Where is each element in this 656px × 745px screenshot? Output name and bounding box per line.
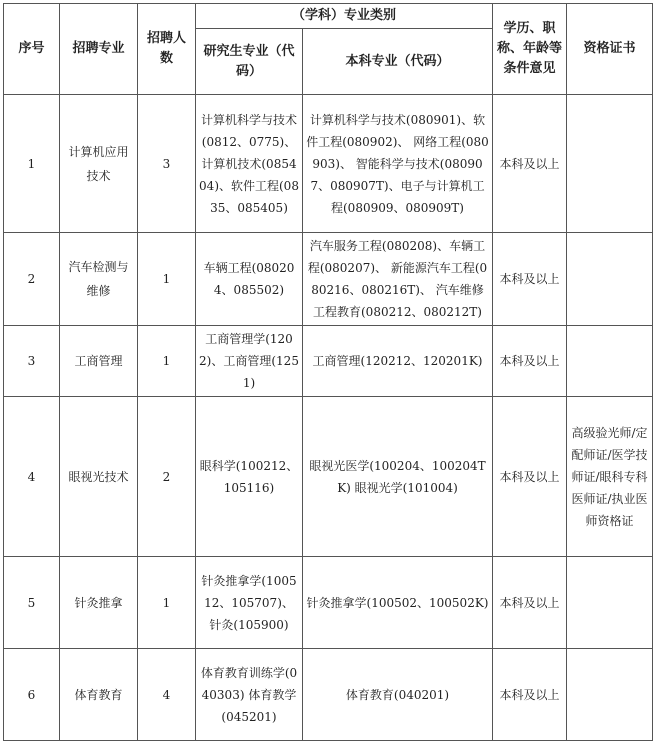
header-requirements: 学历、职称、年龄等条件意见	[493, 4, 567, 95]
row-requirements: 本科及以上	[493, 95, 567, 233]
row-grad-major: 针灸推拿学(100512、105707)、针灸(105900)	[196, 557, 303, 649]
row-certificate	[567, 233, 653, 326]
row-certificate	[567, 95, 653, 233]
row-seq: 5	[4, 557, 60, 649]
row-seq: 3	[4, 326, 60, 397]
row-count: 4	[138, 649, 196, 741]
row-major: 针灸推拿	[60, 557, 138, 649]
row-undergrad-major: 计算机科学与技术(080901)、软件工程(080902)、 网络工程(080903)、 智能科学与技术(080907、080907T)、电子与计算机工程(080909、080909T)	[303, 95, 493, 233]
row-undergrad-major: 针灸推拿学(100502、100502K)	[303, 557, 493, 649]
row-count: 1	[138, 557, 196, 649]
row-certificate	[567, 557, 653, 649]
header-grad-major: 研究生专业（代码）	[196, 29, 303, 95]
header-seq: 序号	[4, 4, 60, 95]
row-certificate: 高级验光师/定配师证/医学技师证/眼科专科医师证/执业医师资格证	[567, 397, 653, 557]
table-row	[4, 397, 653, 557]
row-grad-major: 体育教育训练学(040303) 体育教学(045201)	[196, 649, 303, 741]
row-requirements: 本科及以上	[493, 557, 567, 649]
row-grad-major: 工商管理学(1202)、工商管理(1251)	[196, 326, 303, 397]
row-seq: 4	[4, 397, 60, 557]
table-row	[4, 95, 653, 233]
row-requirements: 本科及以上	[493, 397, 567, 557]
row-undergrad-major: 工商管理(120212、120201K)	[303, 326, 493, 397]
row-count: 1	[138, 233, 196, 326]
row-undergrad-major: 汽车服务工程(080208)、车辆工程(080207)、 新能源汽车工程(080216、080216T)、 汽车维修工程教育(080212、080212T)	[303, 233, 493, 326]
row-major: 眼视光技术	[60, 397, 138, 557]
row-major: 体育教育	[60, 649, 138, 741]
row-count: 3	[138, 95, 196, 233]
row-requirements: 本科及以上	[493, 326, 567, 397]
table-row	[4, 649, 653, 741]
table-row	[4, 326, 653, 397]
row-undergrad-major: 眼视光医学(100204、100204TK) 眼视光学(101004)	[303, 397, 493, 557]
row-seq: 1	[4, 95, 60, 233]
header-certificate: 资格证书	[567, 4, 653, 95]
row-certificate	[567, 649, 653, 741]
row-seq: 6	[4, 649, 60, 741]
row-seq: 2	[4, 233, 60, 326]
header-major: 招聘专业	[60, 4, 138, 95]
row-major: 工商管理	[60, 326, 138, 397]
row-grad-major: 眼科学(100212、105116)	[196, 397, 303, 557]
row-count: 2	[138, 397, 196, 557]
row-grad-major: 车辆工程(080204、085502)	[196, 233, 303, 326]
row-grad-major: 计算机科学与技术(0812、0775)、计算机技术(085404)、软件工程(0835、085405)	[196, 95, 303, 233]
row-undergrad-major: 体育教育(040201)	[303, 649, 493, 741]
row-major: 汽车检测与维修	[60, 233, 138, 326]
recruitment-table	[3, 3, 653, 741]
row-requirements: 本科及以上	[493, 233, 567, 326]
header-undergrad-major: 本科专业（代码）	[303, 29, 493, 95]
row-count: 1	[138, 326, 196, 397]
row-certificate	[567, 326, 653, 397]
table-row	[4, 233, 653, 326]
table-row	[4, 557, 653, 649]
header-count: 招聘人数	[138, 4, 196, 95]
row-major: 计算机应用技术	[60, 95, 138, 233]
row-requirements: 本科及以上	[493, 649, 567, 741]
header-category: （学科）专业类别	[196, 4, 493, 29]
